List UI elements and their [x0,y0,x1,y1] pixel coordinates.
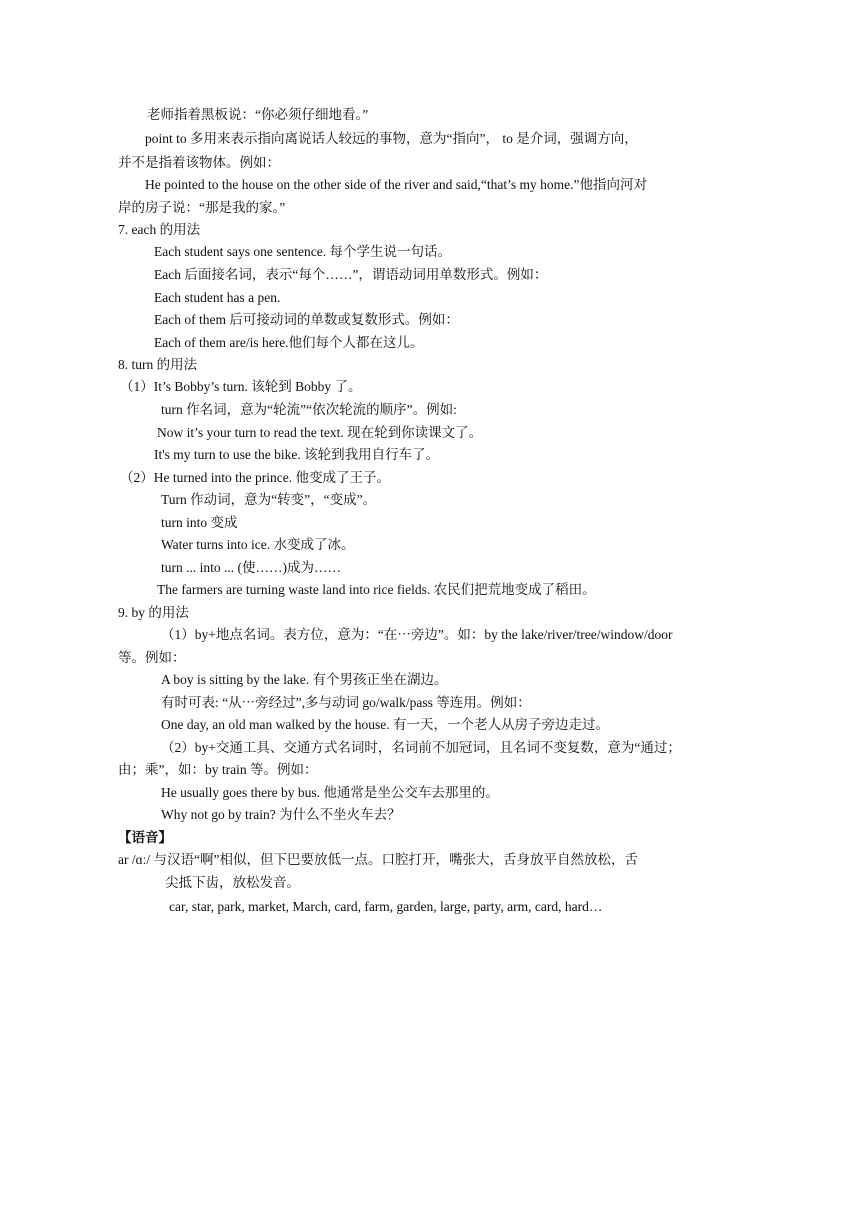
text-line: A boy is sitting by the lake. 有个男孩正坐在湖边。 [161,672,448,687]
text-line: turn into 变成 [161,515,238,530]
text-line: He pointed to the house on the other side of the river and said,“that’s my home.”他指向河对 [145,177,648,192]
text-line: Each of them 后可接动词的单数或复数形式。例如： [154,312,459,327]
section-heading: 【语音】 [118,830,172,845]
text-line: （1）by+地点名词。表方位，意为：“在⋯旁边”。如：by the lake/river/tree/window/door [161,627,673,642]
text-line: 老师指着黑板说：“你必须仔细地看。” [147,107,369,122]
text-line: Each student has a pen. [154,290,281,305]
text-line: （2）by+交通工具、交通方式名词时，名词前不加冠词，且名词不变复数，意为“通过； [161,740,681,755]
text-line: turn ... into ... (使……)成为…… [161,560,341,575]
section-heading: 8. turn 的用法 [118,357,198,372]
text-line: Water turns into ice. 水变成了冰。 [161,537,355,552]
text-line: （2）He turned into the prince. 他变成了王子。 [120,470,390,485]
text-line: 由；乘”，如：by train 等。例如： [118,762,318,777]
text-line: One day, an old man walked by the house. 有一天，一个老人从房子旁边走过。 [161,717,609,732]
text-line: It's my turn to use the bike. 该轮到我用自行车了。 [154,447,440,462]
text-line: car, star, park, market, March, card, farm, garden, large, party, arm, card, hard… [169,899,603,914]
section-heading: 7. each 的用法 [118,222,201,237]
text-line: Why not go by train? 为什么不坐火车去？ [161,807,401,822]
text-line: turn 作名词，意为“轮流”“依次轮流的顺序”。例如: [161,402,457,417]
text-line: Each of them are/is here.他们每个人都在这儿。 [154,335,424,350]
text-line: 等。例如： [118,650,186,665]
text-line: The farmers are turning waste land into rice fields. 农民们把荒地变成了稻田。 [157,582,596,597]
text-line: 岸的房子说：“那是我的家。” [118,200,286,215]
text-line: Turn 作动词，意为“转变”，“变成”。 [161,492,377,507]
text-line: ar /ɑː/ 与汉语“啊”相似，但下巴要放低一点。口腔打开，嘴张大，舌身放平自然放松，舌 [118,852,639,867]
text-line: 并不是指着该物体。例如： [118,155,280,170]
text-line: Each student says one sentence. 每个学生说一句话。 [154,244,451,259]
text-line: 尖抵下齿，放松发音。 [165,875,300,890]
section-heading: 9. by 的用法 [118,605,189,620]
text-line: Each 后面接名词，表示“每个……”，谓语动词用单数形式。例如： [154,267,548,282]
text-line: point to 多用来表示指向离说话人较远的事物，意为“指向”， to 是介词，强调方向， [145,131,638,146]
text-line: 有时可表: “从⋯旁经过”,多与动词 go/walk/pass 等连用。例如： [161,695,531,710]
text-line: Now it’s your turn to read the text. 现在轮到你读课文了。 [157,425,483,440]
text-line: （1）It’s Bobby’s turn. 该轮到 Bobby 了。 [120,379,362,394]
text-line: He usually goes there by bus. 他通常是坐公交车去那里的。 [161,785,499,800]
